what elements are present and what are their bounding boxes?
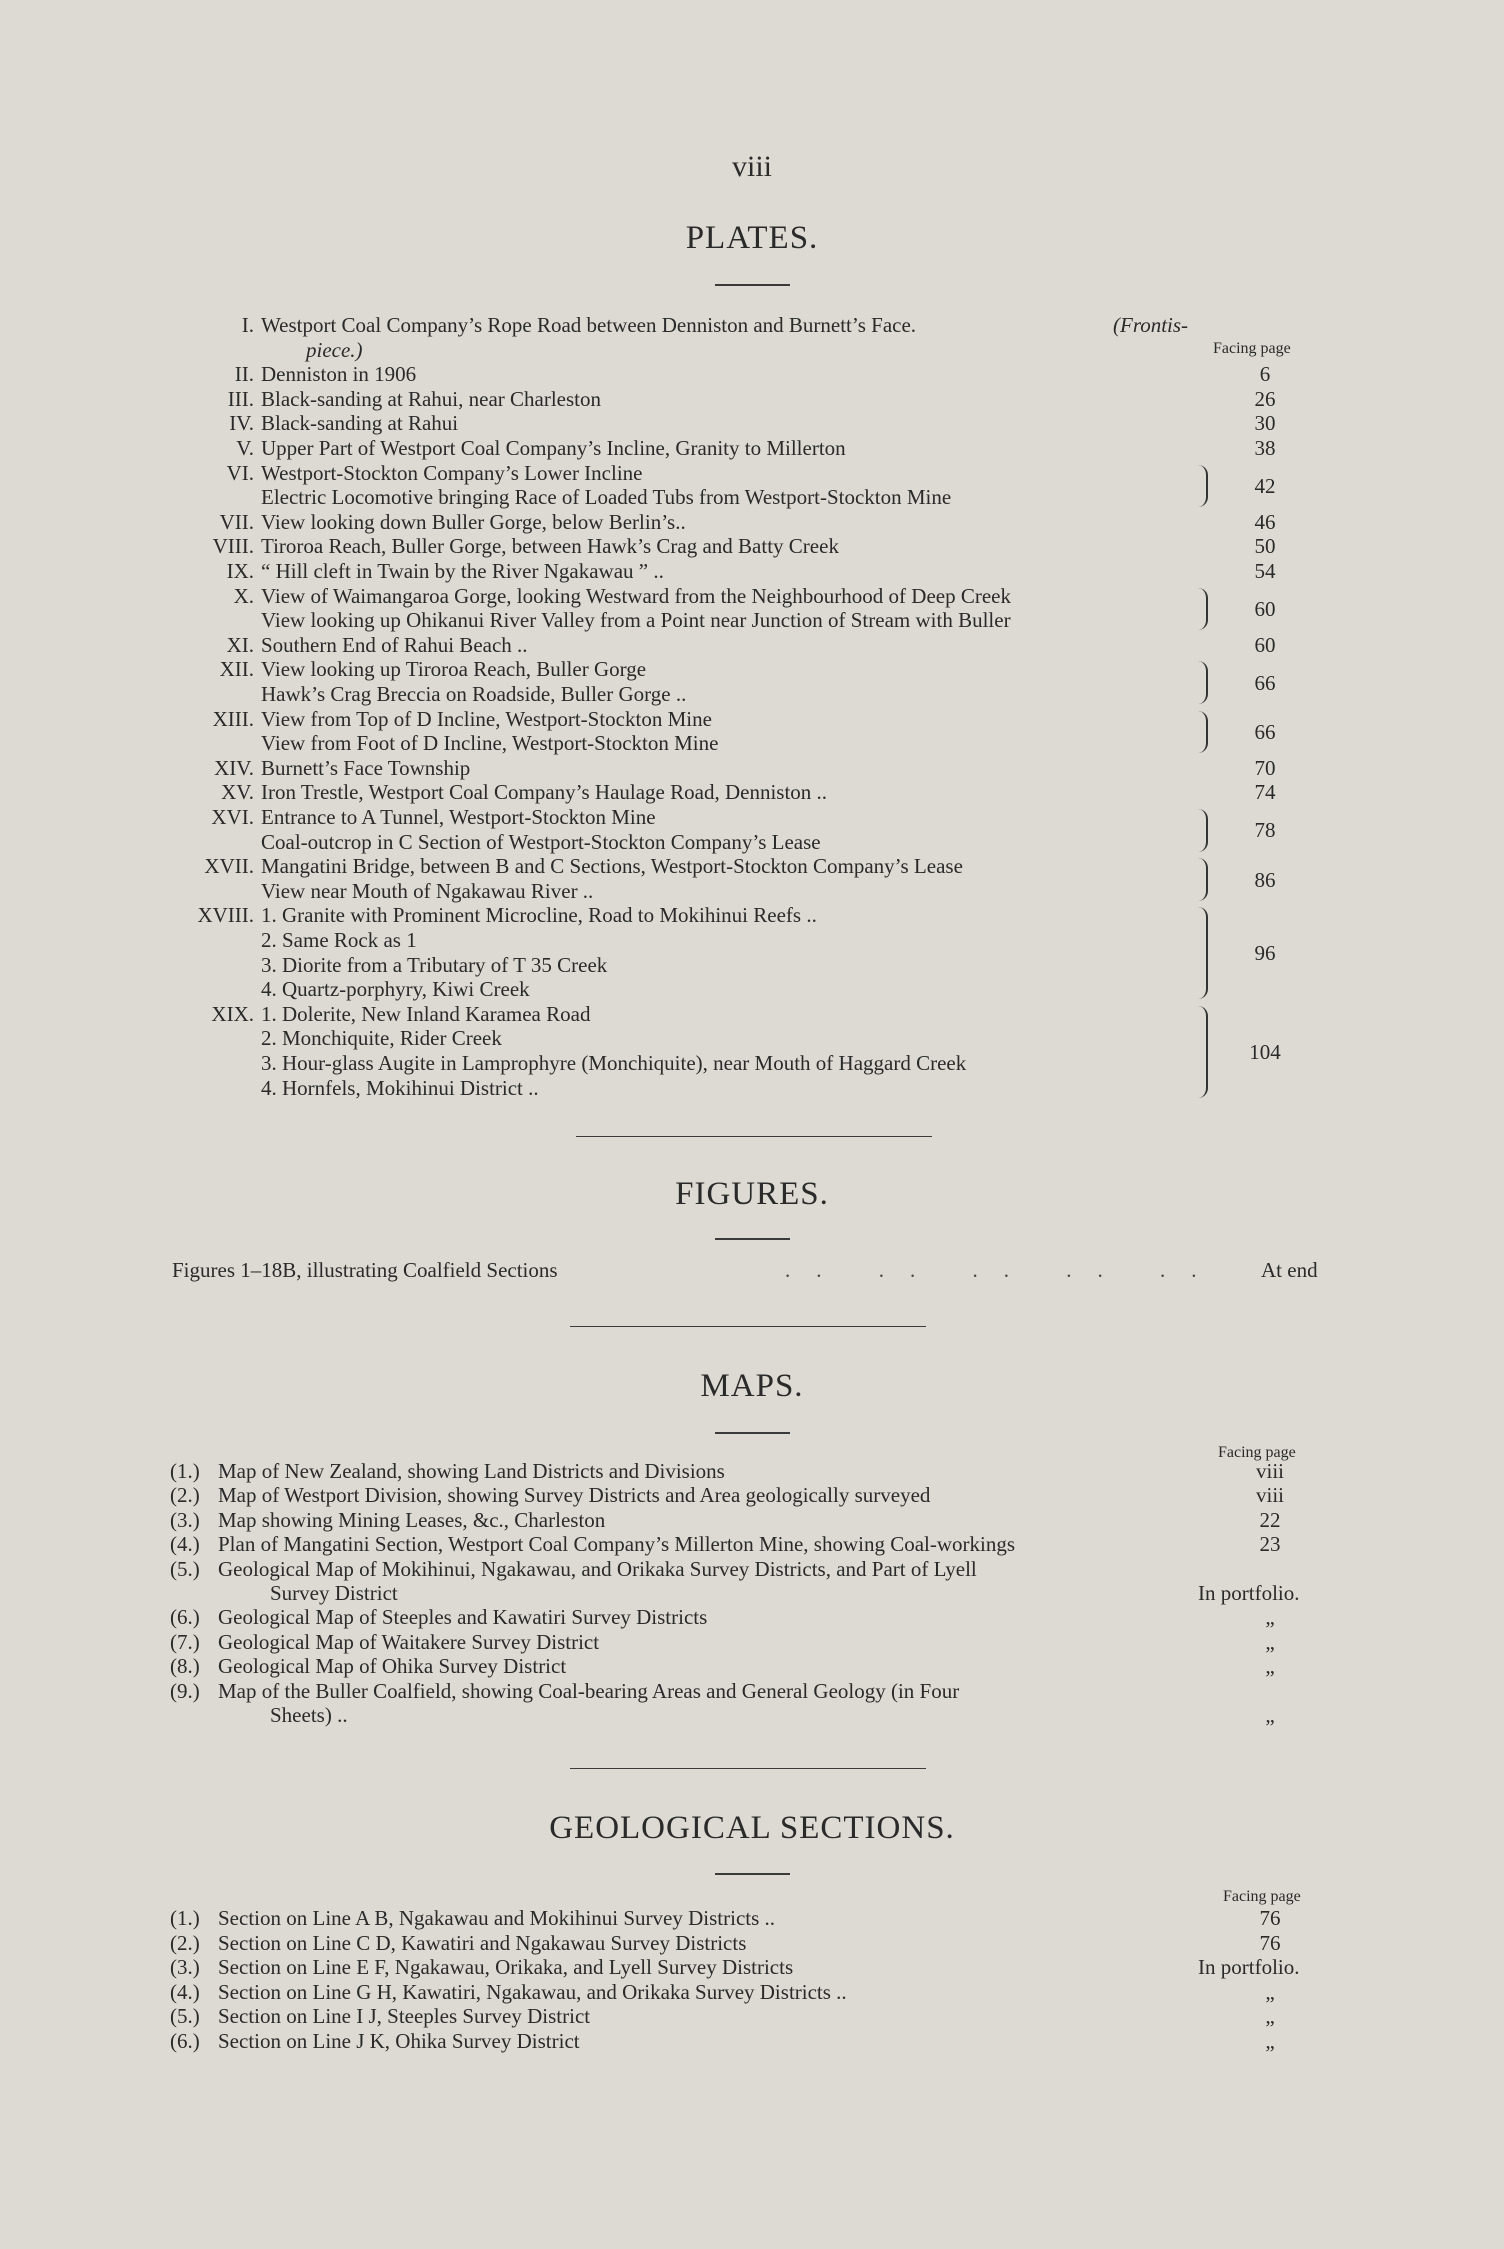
plate-page: 60 xyxy=(1254,632,1276,657)
map-row-title: Geological Map of Ohika Survey District xyxy=(218,1654,567,1679)
map-row-number: (9.) xyxy=(170,1678,200,1703)
section-row-page: 76 xyxy=(1259,1930,1281,1955)
plate-row xyxy=(0,362,1504,387)
section-row xyxy=(0,1955,1504,1980)
plate-number: XIV. xyxy=(214,755,254,780)
map-row-title: Map of the Buller Coalfield, showing Coal-bearing Areas and General Geology (in Four xyxy=(218,1678,960,1703)
plate-number: I. xyxy=(241,313,254,337)
plate-number: VIII. xyxy=(212,534,254,559)
sections-facing-label: Facing page xyxy=(1223,1888,1301,1905)
plate-row xyxy=(0,436,1504,461)
plate-page: 26 xyxy=(1254,386,1276,411)
bracket-page: 78 xyxy=(1254,818,1276,843)
plates-end-rule xyxy=(576,1136,932,1137)
plate-title: Upper Part of Westport Coal Company’s Incline, Granity to Millerton xyxy=(261,436,846,460)
plate-title: View from Foot of D Incline, Westport-Stockton Mine xyxy=(261,731,719,756)
map-row-number: (2.) xyxy=(170,1483,200,1508)
map-row xyxy=(0,1605,1504,1630)
map-row-number: (1.) xyxy=(170,1459,200,1483)
plate-number: XVII. xyxy=(204,854,254,879)
plate-page: 30 xyxy=(1254,411,1276,436)
section-row-title: Section on Line I J, Steeples Survey District xyxy=(218,2004,591,2029)
bracket-page-row xyxy=(0,868,1504,893)
section-row-number: (1.) xyxy=(170,1906,200,1930)
plate-page: 46 xyxy=(1254,509,1276,534)
bracket-page-row xyxy=(0,474,1504,499)
bracket-page: 96 xyxy=(1254,941,1276,966)
sections-heading: GEOLOGICAL SECTIONS. xyxy=(549,1810,955,1846)
plate-title: View from Top of D Incline, Westport-Stockton Mine xyxy=(261,706,712,731)
map-row-page: „ xyxy=(1265,1654,1275,1679)
maps-facing-label: Facing page xyxy=(1218,1444,1296,1461)
section-row-number: (4.) xyxy=(170,1979,200,2004)
map-row-title: Geological Map of Waitakere Survey District xyxy=(218,1629,600,1654)
map-row xyxy=(0,1630,1504,1655)
maps-heading-rule xyxy=(715,1432,790,1434)
plate-number: XII. xyxy=(219,657,254,682)
map-row xyxy=(0,1459,1504,1484)
plate-title: 1. Granite with Prominent Microcline, Road to Mokihinui Reefs .. xyxy=(261,903,817,928)
section-row xyxy=(0,1906,1504,1931)
map-row xyxy=(0,1557,1504,1582)
maps-end-rule xyxy=(570,1768,926,1769)
map-row-page: „ xyxy=(1265,1605,1275,1630)
plate-row xyxy=(0,559,1504,584)
plate-row xyxy=(0,903,1504,928)
plate-number: VII. xyxy=(219,509,254,534)
plate-title: Electric Locomotive bringing Race of Loaded Tubs from Westport-Stockton Mine xyxy=(261,485,952,510)
map-row-number: (8.) xyxy=(170,1654,200,1679)
map-row xyxy=(0,1581,1504,1606)
figures-row xyxy=(0,1258,1504,1283)
bracket-page: 60 xyxy=(1254,596,1276,621)
map-row-title: Sheets) .. xyxy=(270,1703,348,1727)
plate-row xyxy=(0,977,1504,1002)
plate-row xyxy=(0,633,1504,658)
plate-page: 50 xyxy=(1254,534,1276,559)
map-row-title: Plan of Mangatini Section, Westport Coal Company’s Millerton Mine, showing Coal-workings xyxy=(218,1532,1016,1557)
plate-title: Black-sanding at Rahui xyxy=(261,411,459,436)
section-row-page: „ xyxy=(1265,2029,1275,2053)
plate-title: Black-sanding at Rahui, near Charleston xyxy=(261,386,601,411)
plate-title: View near Mouth of Ngakawau River .. xyxy=(261,878,594,903)
section-row-title: Section on Line J K, Ohika Survey District xyxy=(218,2029,580,2053)
plate-title: 1. Dolerite, New Inland Karamea Road xyxy=(261,1001,591,1026)
plate-number: IV. xyxy=(229,411,254,436)
plate-title: 3. Diorite from a Tributary of T 35 Creek xyxy=(261,952,608,977)
plate-title: 2. Same Rock as 1 xyxy=(261,928,417,952)
plate-note: (Frontis- xyxy=(1113,313,1189,337)
plate-number: II. xyxy=(234,362,254,387)
plate-number: V. xyxy=(236,436,254,460)
bracket-page: 42 xyxy=(1254,473,1276,498)
bracket-page: 66 xyxy=(1254,719,1276,744)
section-row-title: Section on Line G H, Kawatiri, Ngakawau, and Orikaka Survey Districts .. xyxy=(218,1979,847,2004)
plate-title: 4. Quartz-porphyry, Kiwi Creek xyxy=(261,977,530,1002)
bracket-page-row xyxy=(0,597,1504,622)
plate-number: IX. xyxy=(226,559,254,583)
section-row-page: „ xyxy=(1265,1979,1275,2004)
plate-row xyxy=(0,313,1504,338)
plate-row xyxy=(0,1076,1504,1101)
plate-page: 70 xyxy=(1254,755,1276,780)
sections-heading-rule xyxy=(715,1873,790,1875)
bracket-page: 66 xyxy=(1254,670,1276,695)
plate-page: 6 xyxy=(1259,362,1271,387)
plate-number: X. xyxy=(233,583,254,608)
map-row-page: In portfolio. xyxy=(1198,1581,1300,1605)
map-row-page: „ xyxy=(1265,1629,1275,1654)
figures-text: Figures 1–18B, illustrating Coalfield Sections xyxy=(172,1258,558,1282)
map-row-page: 23 xyxy=(1259,1532,1281,1557)
section-row-page: „ xyxy=(1265,2004,1275,2029)
plates-heading-rule xyxy=(715,284,790,286)
section-row xyxy=(0,2029,1504,2054)
plate-title: Westport Coal Company’s Rope Road between Denniston and Burnett’s Face. xyxy=(261,313,917,337)
bracket-page-row xyxy=(0,720,1504,745)
plate-row xyxy=(0,756,1504,781)
plate-title: Tiroroa Reach, Buller Gorge, between Hawk’s Crag and Batty Creek xyxy=(261,534,839,559)
map-row-page: viii xyxy=(1255,1459,1284,1483)
map-row-page: viii xyxy=(1255,1483,1284,1508)
plate-row xyxy=(0,780,1504,805)
plate-title: View looking down Buller Gorge, below Berlin’s.. xyxy=(261,509,686,534)
plate-number: XI. xyxy=(226,632,254,657)
map-row xyxy=(0,1703,1504,1728)
plate-row xyxy=(0,534,1504,559)
plate-title: Hawk’s Crag Breccia on Roadside, Buller Gorge .. xyxy=(261,682,687,706)
map-row-title: Geological Map of Steeples and Kawatiri Survey Districts xyxy=(218,1605,708,1630)
map-row-number: (4.) xyxy=(170,1532,200,1557)
plate-number: XVI. xyxy=(211,805,254,829)
bracket-page-row xyxy=(0,818,1504,843)
plate-title: View of Waimangaroa Gorge, looking Westward from the Neighbourhood of Deep Creek xyxy=(261,583,1011,608)
plate-number: XIII. xyxy=(212,706,254,731)
section-row-title: Section on Line A B, Ngakawau and Mokihinui Survey Districts .. xyxy=(218,1906,776,1930)
map-row-title: Survey District xyxy=(270,1581,398,1605)
map-row xyxy=(0,1654,1504,1679)
plate-page: 38 xyxy=(1254,436,1276,460)
plate-number: III. xyxy=(227,386,254,411)
section-row xyxy=(0,1931,1504,1956)
plate-title: View looking up Tiroroa Reach, Buller Gorge xyxy=(261,657,647,682)
plate-row xyxy=(0,411,1504,436)
plate-row xyxy=(0,338,1504,363)
section-row-title: Section on Line E F, Ngakawau, Orikaka, and Lyell Survey Districts xyxy=(218,1955,794,1980)
section-row xyxy=(0,1980,1504,2005)
map-row-number: (5.) xyxy=(170,1556,200,1581)
plate-title: Southern End of Rahui Beach .. xyxy=(261,632,528,657)
map-row xyxy=(0,1679,1504,1704)
plate-title: 2. Monchiquite, Rider Creek xyxy=(261,1026,502,1051)
bracket-page: 104 xyxy=(1249,1039,1281,1064)
plate-row xyxy=(0,387,1504,412)
bracket-page: 86 xyxy=(1254,867,1276,892)
section-row-number: (3.) xyxy=(170,1955,200,1980)
plate-number: XV. xyxy=(221,780,254,805)
plate-title: View looking up Ohikanui River Valley from a Point near Junction of Stream with Buller xyxy=(261,608,1011,633)
figures-heading-rule xyxy=(715,1238,790,1240)
plate-title: Burnett’s Face Township xyxy=(261,755,471,780)
map-row-number: (7.) xyxy=(170,1629,200,1654)
map-row-page: „ xyxy=(1265,1703,1275,1727)
plate-title: Westport-Stockton Company’s Lower Incline xyxy=(261,460,643,485)
section-row-number: (5.) xyxy=(170,2004,200,2029)
map-row-title: Map of New Zealand, showing Land Districts and Divisions xyxy=(218,1459,725,1483)
plates-facing-label: Facing page xyxy=(1213,340,1291,357)
plate-row xyxy=(0,510,1504,535)
plate-page: 74 xyxy=(1254,780,1276,805)
bracket-page-row xyxy=(0,1040,1504,1065)
plate-title: 4. Hornfels, Mokihinui District .. xyxy=(261,1075,539,1100)
plate-title: Mangatini Bridge, between B and C Sections, Westport-Stockton Company’s Lease xyxy=(261,854,963,879)
map-row-page: 22 xyxy=(1259,1507,1281,1532)
plates-heading: PLATES. xyxy=(685,220,819,256)
map-row-title: Geological Map of Mokihinui, Ngakawau, and Orikaka Survey Districts, and Part of Lyell xyxy=(218,1556,977,1581)
section-row-page: 76 xyxy=(1259,1906,1281,1930)
page-number: viii xyxy=(731,150,772,183)
maps-heading: MAPS. xyxy=(700,1368,804,1404)
plate-number: XVIII. xyxy=(197,903,254,928)
figures-heading: FIGURES. xyxy=(675,1176,829,1212)
plate-number: VI. xyxy=(226,460,254,485)
map-row-number: (3.) xyxy=(170,1507,200,1532)
figures-page: At end xyxy=(1261,1258,1318,1282)
section-row xyxy=(0,2004,1504,2029)
plate-title: Entrance to A Tunnel, Westport-Stockton Mine xyxy=(261,805,656,829)
leader-dots: .. .. .. .. .. xyxy=(785,1258,1223,1282)
section-row-title: Section on Line C D, Kawatiri and Ngakawau Survey Districts xyxy=(218,1930,747,1955)
figures-end-rule xyxy=(570,1326,926,1327)
map-row-title: Map showing Mining Leases, &c., Charleston xyxy=(218,1507,606,1532)
plate-title: 3. Hour-glass Augite in Lamprophyre (Monchiquite), near Mouth of Haggard Creek xyxy=(261,1051,967,1075)
map-row xyxy=(0,1508,1504,1533)
map-row-number: (6.) xyxy=(170,1605,200,1630)
bracket-page-row xyxy=(0,941,1504,966)
map-row xyxy=(0,1532,1504,1557)
plate-title: Iron Trestle, Westport Coal Company’s Haulage Road, Denniston .. xyxy=(261,780,828,805)
map-row xyxy=(0,1483,1504,1508)
plate-title: Denniston in 1906 xyxy=(261,362,417,387)
plate-title: Coal-outcrop in C Section of Westport-Stockton Company’s Lease xyxy=(261,829,821,854)
section-row-page: In portfolio. xyxy=(1198,1955,1300,1980)
plate-row xyxy=(0,1002,1504,1027)
map-row-title: Map of Westport Division, showing Survey Districts and Area geologically surveyed xyxy=(218,1483,931,1508)
section-row-number: (2.) xyxy=(170,1930,200,1955)
section-row-number: (6.) xyxy=(170,2029,200,2053)
plate-title: piece.) xyxy=(306,337,363,362)
plate-page: 54 xyxy=(1254,559,1276,583)
plate-title: “ Hill cleft in Twain by the River Ngakawau ” .. xyxy=(261,559,664,583)
plate-number: XIX. xyxy=(211,1001,254,1026)
bracket-page-row xyxy=(0,671,1504,696)
